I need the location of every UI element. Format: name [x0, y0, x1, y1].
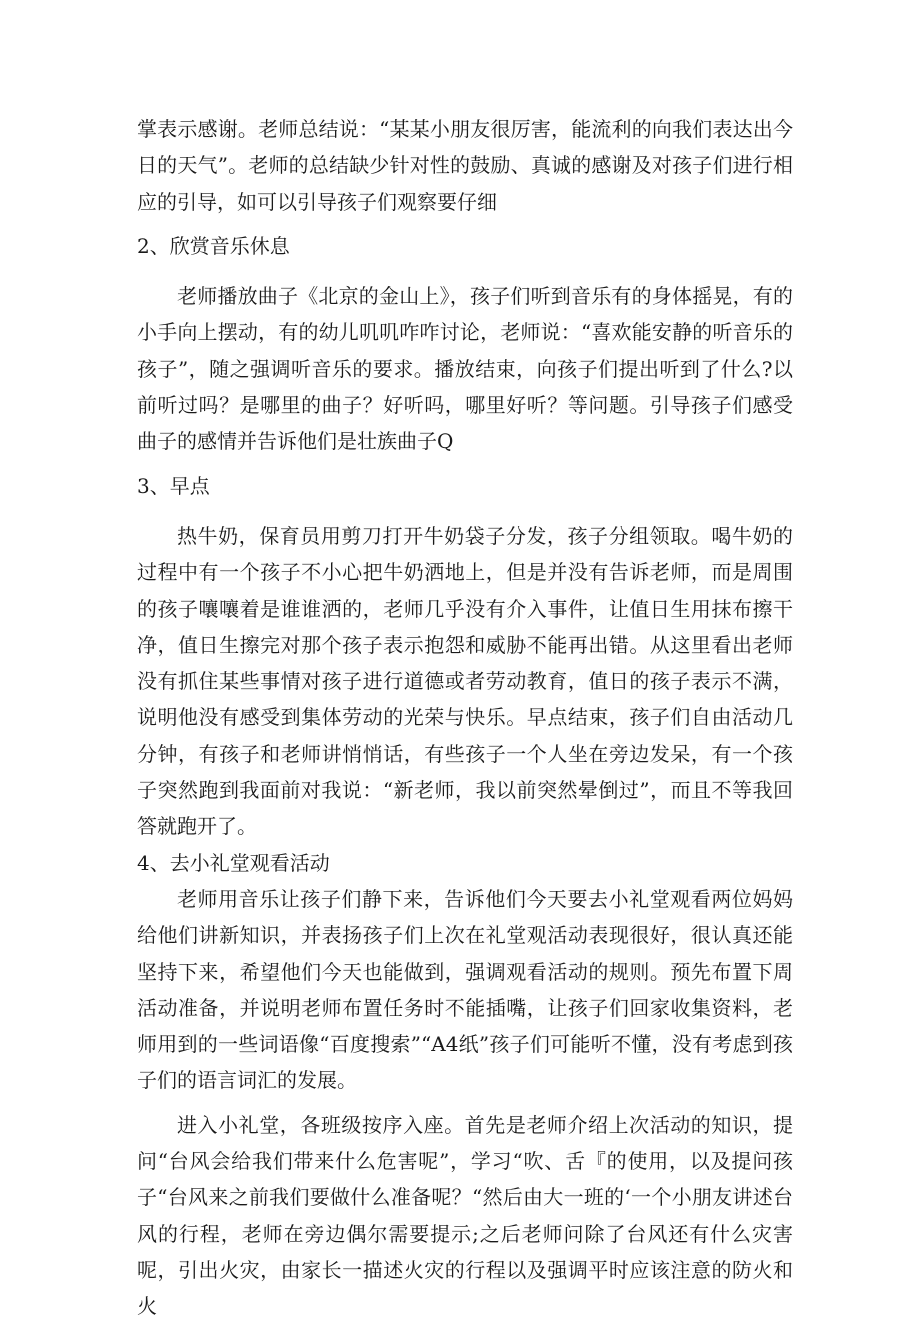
paragraph-auditorium-prep: 老师用音乐让孩子们静下来，告诉他们今天要去小礼堂观看两位妈妈给他们讲新知识，并表扬孩子们上次在礼堂观活动表现很好，很认真还能坚持下来，希望他们今天也能做到，强调观看活动的规则。预先布置下周活动准备，并说明老师布置任务时不能插嘴，让孩子们回家收集资料，老师用到的一些词语像“百度搜索”“A4纸”孩子们可能听不懂，没有考虑到孩子们的语言词汇的发展。: [137, 886, 793, 1093]
section-heading-snack: 3、早点: [137, 473, 210, 498]
paragraph-snack: 热牛奶，保育员用剪刀打开牛奶袋子分发，孩子分组领取。喝牛奶的过程中有一个孩子不小心把牛奶洒地上，但是并没有告诉老师，而是周围的孩子嚷嚷着是谁谁洒的，老师几乎没有介入事件，让值日生用抹布擦干净，值日生擦完对那个孩子表示抱怨和威胁不能再出错。从这里看出老师没有抓住某些事情对孩子进行道德或者劳动教育，值日的孩子表示不满，说明他没有感受到集体劳动的光荣与快乐。早点结束，孩子们自由活动几分钟，有孩子和老师讲悄悄话，有些孩子一个人坐在旁边发呆，有一个孩子突然跑到我面前对我说：“新老师，我以前突然晕倒过”，而且不等我回答就跑开了。: [137, 523, 793, 839]
section-heading-auditorium: 4、去小礼堂观看活动: [137, 850, 330, 875]
document-body: [137, 111, 793, 1325]
paragraph-music: 老师播放曲子《北京的金山上》，孩子们听到音乐有的身体摇晃，有的小手向上摆动，有的幼儿叽叽咋咋讨论，老师说：“喜欢能安静的听音乐的孩子”，随之强调听音乐的要求。播放结束，向孩子们提出听到了什么?以前听过吗？是哪里的曲子？好听吗，哪里好听？等问题。引导孩子们感受曲子的感情并告诉他们是壮族曲子Q: [137, 284, 793, 454]
paragraph-auditorium-activity: 进入小礼堂，各班级按序入座。首先是老师介绍上次活动的知识，提问“台风会给我们带来什么危害呢”，学习“吹、舌『的使用，以及提问孩子“台风来之前我们要做什么准备呢？“然后由大一班的‘一个小朋友讲述台风的行程，老师在旁边偶尔需要提示;之后老师问除了台风还有什么灾害呢，引出火灾，由家长一描述火灾的行程以及强调平时应该注意的防火和火: [137, 1112, 793, 1319]
section-heading-music: 2、欣赏音乐休息: [137, 233, 290, 258]
paragraph-continued: 掌表示感谢。老师总结说：“某某小朋友很厉害，能流利的向我们表达出今日的天气”。老师的总结缺少针对性的鼓励、真诚的感谢及对孩子们进行相应的引导，如可以引导孩子们观察要仔细: [137, 117, 793, 214]
